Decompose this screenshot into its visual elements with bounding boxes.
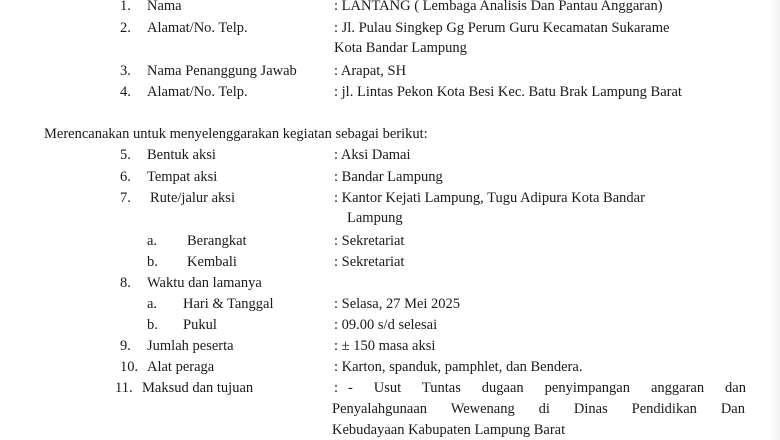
item-number: 5. <box>120 147 131 163</box>
field-value-rute: : Kantor Kejati Lampung, Tugu Adipura Kota Bandar <box>334 190 645 206</box>
field-value-berangkat: : Sekretariat <box>334 233 405 249</box>
page-edge-shadow <box>770 0 780 440</box>
item-number: 11. <box>115 380 133 396</box>
field-label-tempat: Tempat aksi <box>147 169 218 185</box>
field-label-hari: Hari & Tanggal <box>183 296 274 312</box>
item-number: 10. <box>120 359 139 375</box>
field-label-kembali: Kembali <box>187 254 237 270</box>
field-value-tempat: : Bandar Lampung <box>334 169 443 185</box>
field-value-bentuk: : Aksi Damai <box>334 147 411 163</box>
field-value-rute-cont: Lampung <box>347 210 403 226</box>
field-value-kembali: : Sekretariat <box>334 254 405 270</box>
item-number: 4. <box>120 84 131 100</box>
field-label-rute: Rute/jalur aksi <box>150 190 235 206</box>
field-label-waktu: Waktu dan lamanya <box>147 275 262 291</box>
field-label-alamat-pj: Alamat/No. Telp. <box>147 84 248 100</box>
field-value-alat: : Karton, spanduk, pamphlet, dan Bendera. <box>334 359 583 375</box>
item-number: 2. <box>120 20 131 36</box>
field-label-pukul: Pukul <box>183 317 217 333</box>
field-label-berangkat: Berangkat <box>187 233 247 249</box>
field-value-peserta: : ± 150 masa aksi <box>334 338 436 354</box>
field-label-alat: Alat peraga <box>147 359 215 375</box>
sub-item-letter: b. <box>147 317 158 333</box>
field-label-maksud: Maksud dan tujuan <box>142 380 254 396</box>
field-value-pukul: : 09.00 s/d selesai <box>334 317 438 333</box>
field-value-maksud-line: Penyalahgunaan Wewenang di Dinas Pendidikan Dan <box>332 401 745 417</box>
field-label-penanggung-jawab: Nama Penanggung Jawab <box>147 63 297 79</box>
field-label-nama: Nama <box>147 0 182 14</box>
sub-item-letter: b. <box>147 254 158 270</box>
field-value-alamat: : Jl. Pulau Singkep Gg Perum Guru Kecamatan Sukarame <box>334 20 670 36</box>
item-number: 3. <box>120 63 131 79</box>
item-number: 7. <box>120 190 131 206</box>
field-label-bentuk: Bentuk aksi <box>147 147 216 163</box>
field-value-penanggung-jawab: : Arapat, SH <box>334 63 407 79</box>
field-value-nama: : LANTANG ( Lembaga Analisis Dan Pantau Anggaran) <box>334 0 663 14</box>
field-value-alamat-pj: : jl. Lintas Pekon Kota Besi Kec. Batu Brak Lampung Barat <box>334 84 682 100</box>
field-value-hari: : Selasa, 27 Mei 2025 <box>334 296 461 312</box>
field-label-peserta: Jumlah peserta <box>147 338 234 354</box>
item-number: 1. <box>120 0 131 14</box>
item-number: 6. <box>120 169 131 185</box>
item-number: 8. <box>120 275 131 291</box>
field-value-maksud-line: Kebudayaan Kabupaten Lampung Barat <box>332 422 566 438</box>
intro-paragraph: Merencanakan untuk menyelenggarakan kegiatan sebagai berikut: <box>44 126 428 142</box>
item-number: 9. <box>120 338 131 354</box>
sub-item-letter: a. <box>147 296 158 312</box>
field-value-alamat-cont: Kota Bandar Lampung <box>334 40 467 56</box>
field-value-maksud-line: - Usut Tuntas dugaan penyimpangan anggaran dan <box>348 380 746 396</box>
field-label-alamat: Alamat/No. Telp. <box>147 20 248 36</box>
field-colon-maksud: : <box>334 380 339 396</box>
sub-item-letter: a. <box>147 233 158 249</box>
